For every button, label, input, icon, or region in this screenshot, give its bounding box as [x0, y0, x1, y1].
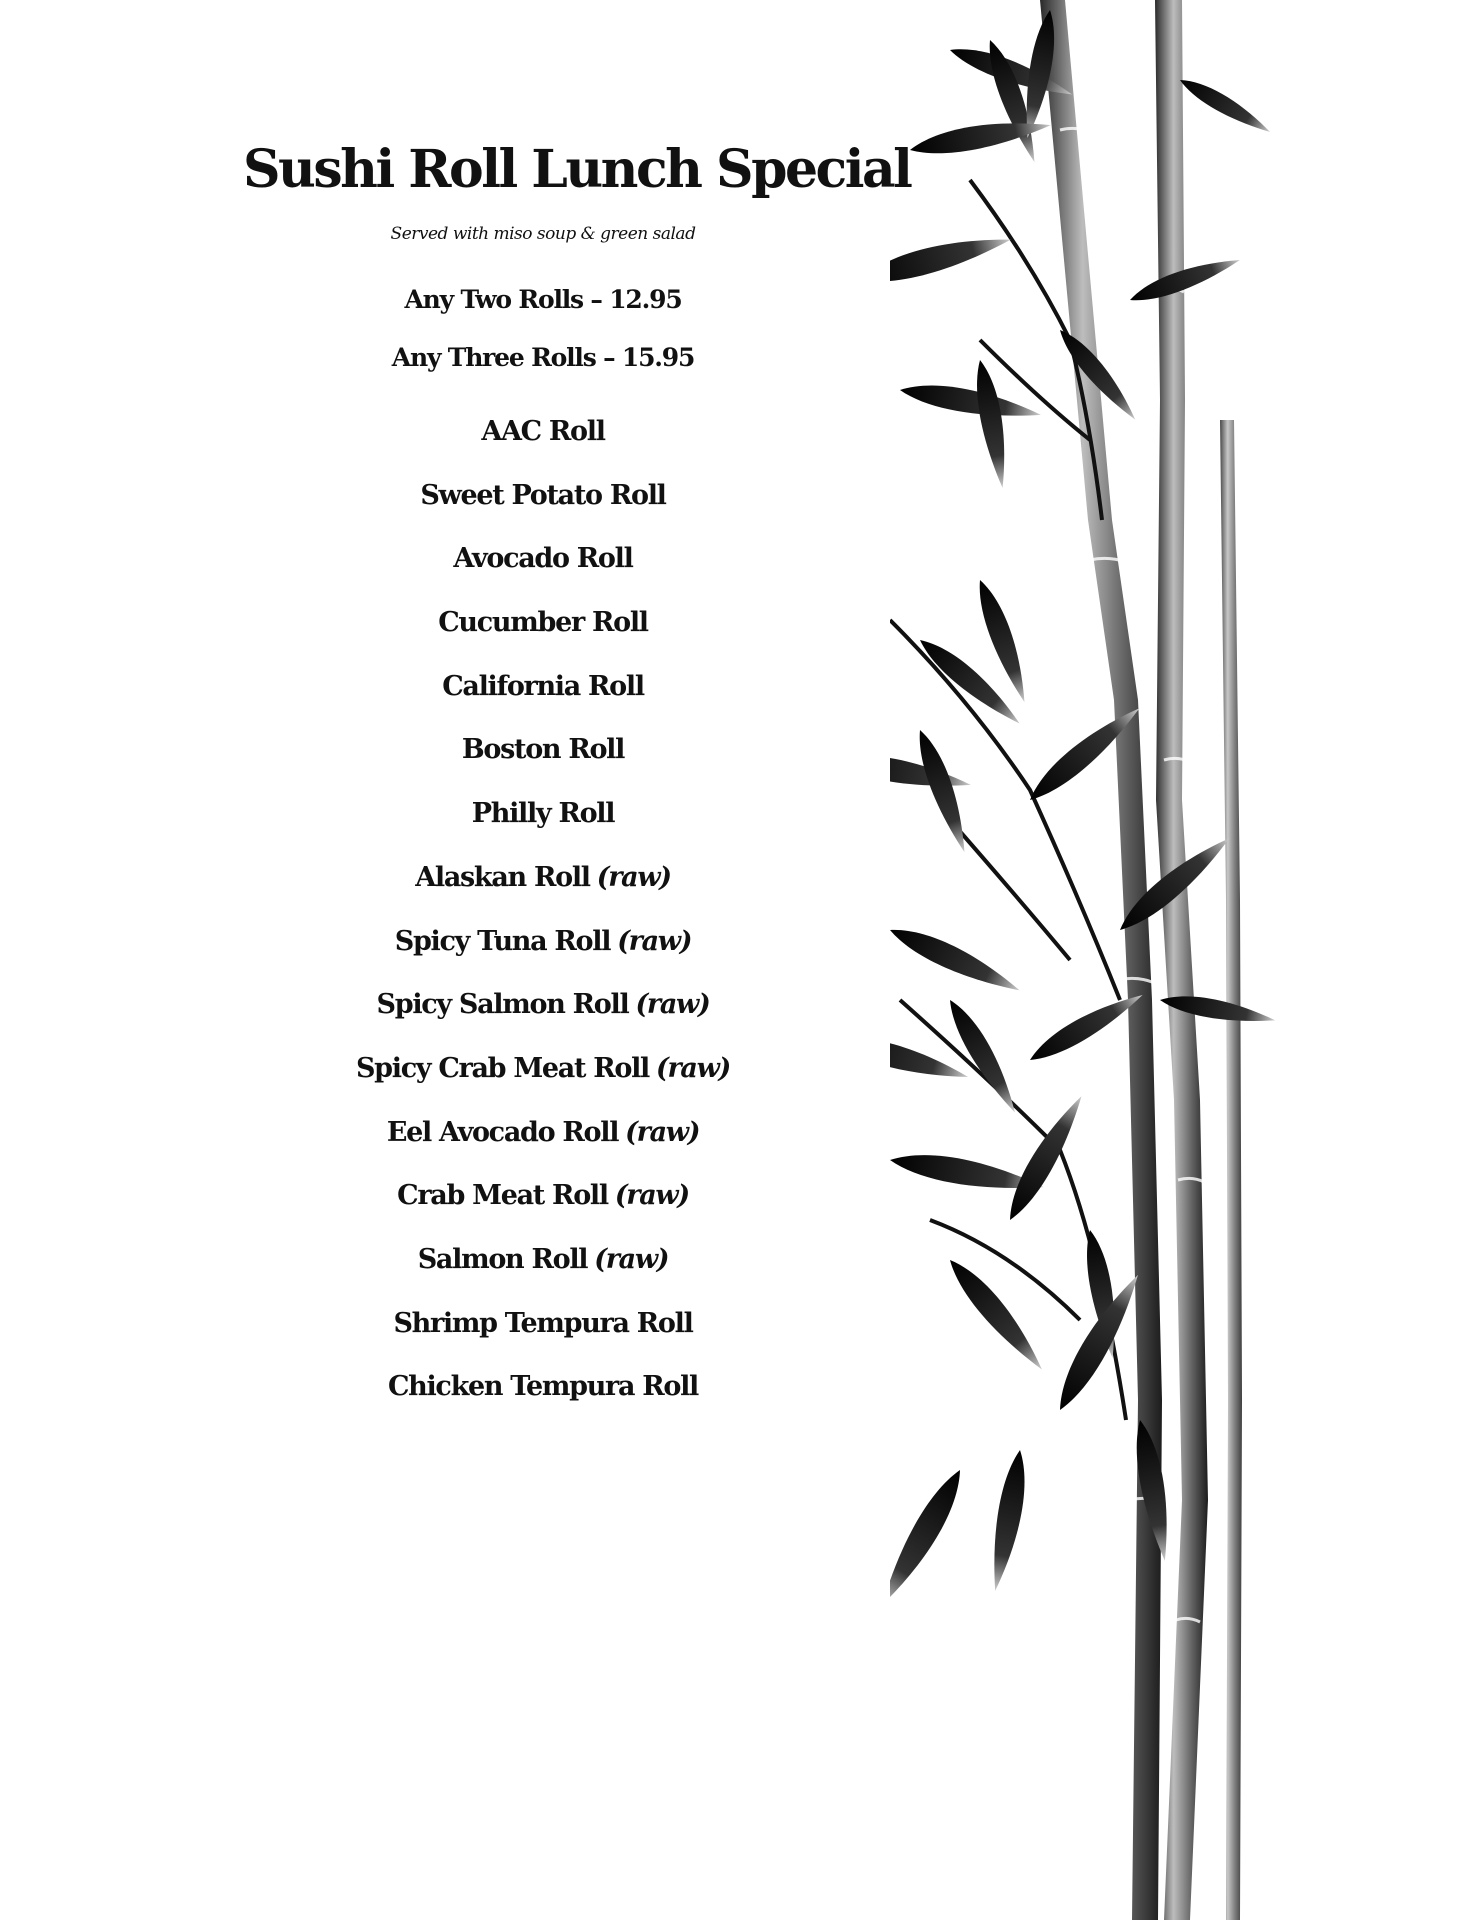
roll-item — [243, 1238, 843, 1302]
roll-item — [243, 474, 843, 538]
roll-item — [243, 1302, 843, 1366]
roll-list — [243, 410, 843, 1429]
roll-name: Crab Meat Roll — [397, 1180, 608, 1212]
price-list — [243, 280, 843, 396]
raw-tag: (raw) — [594, 1243, 669, 1275]
roll-item — [243, 728, 843, 792]
menu-title: Sushi Roll Lunch Special — [243, 139, 911, 200]
roll-item — [243, 601, 843, 665]
roll-name: Sweet Potato Roll — [420, 479, 666, 511]
roll-name: Eel Avocado Roll — [386, 1116, 619, 1148]
roll-name: Spicy Crab Meat Roll — [355, 1052, 650, 1084]
price-two-rolls: Any Two Rolls – 12.95 — [404, 285, 682, 314]
roll-name: Alaskan Roll — [415, 861, 590, 893]
roll-name: Chicken Tempura Roll — [387, 1371, 699, 1403]
roll-item — [243, 665, 843, 729]
roll-name: Cucumber Roll — [438, 607, 648, 639]
roll-name: AAC Roll — [481, 416, 605, 447]
raw-tag: (raw) — [596, 861, 671, 893]
roll-item — [243, 983, 843, 1047]
menu-subtitle: Served with miso soup & green salad — [390, 224, 696, 244]
roll-item — [243, 920, 843, 984]
raw-tag: (raw) — [635, 989, 710, 1021]
roll-name: Salmon Roll — [417, 1243, 588, 1275]
roll-item — [243, 1365, 843, 1429]
raw-tag: (raw) — [617, 925, 692, 957]
roll-item — [243, 792, 843, 856]
roll-name: Avocado Roll — [453, 543, 633, 575]
roll-item — [243, 410, 843, 474]
roll-name: Shrimp Tempura Roll — [393, 1307, 693, 1339]
roll-item — [243, 856, 843, 920]
roll-name: Spicy Salmon Roll — [376, 989, 629, 1021]
bamboo-stalks — [1040, 0, 1242, 1920]
roll-name: California Roll — [442, 670, 644, 702]
roll-item — [243, 1174, 843, 1238]
raw-tag: (raw) — [614, 1180, 689, 1212]
raw-tag: (raw) — [656, 1052, 731, 1084]
roll-item — [243, 1111, 843, 1175]
roll-item — [243, 537, 843, 601]
roll-item — [243, 1047, 843, 1111]
roll-name: Spicy Tuna Roll — [394, 925, 611, 957]
bamboo-illustration — [890, 0, 1484, 1920]
price-three-rolls: Any Three Rolls – 15.95 — [391, 343, 695, 372]
roll-name: Philly Roll — [471, 798, 615, 830]
raw-tag: (raw) — [625, 1116, 700, 1148]
roll-name: Boston Roll — [461, 734, 625, 766]
